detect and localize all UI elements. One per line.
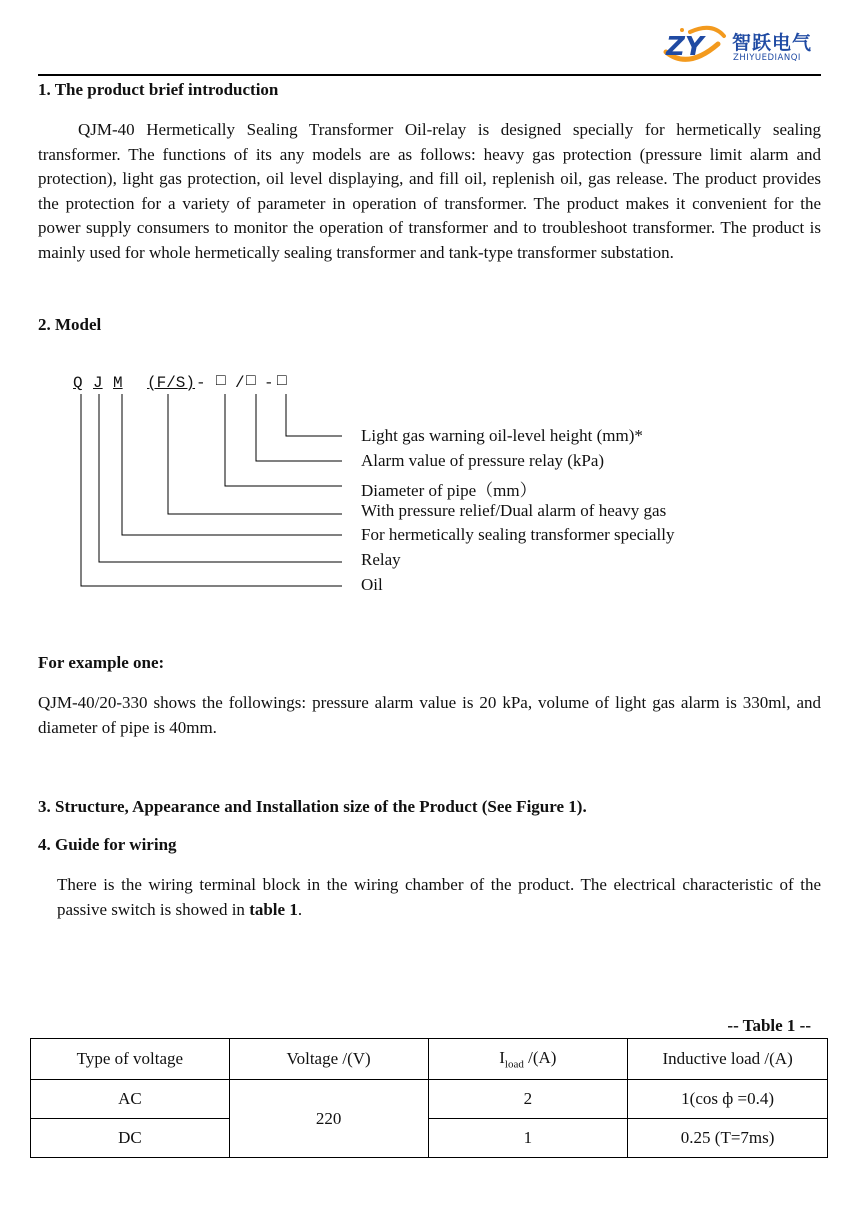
leader-pressure [256,394,342,461]
table-row [31,1080,828,1119]
header-type-of-voltage: Type of voltage [31,1039,230,1080]
section-4-text: There is the wiring terminal block in the wiring chamber of the product. The electrical characteristic of the passive switch is showed in [57,875,821,919]
model-letter-j: J [93,374,103,392]
company-logo [660,22,820,72]
cell-type: AC [31,1080,230,1119]
model-box-pipe: □ [216,372,226,390]
model-letter-m: M [113,374,123,392]
cell-iload: 1 [428,1119,628,1158]
cell-inductive: 0.25 (T=7ms) [628,1119,828,1158]
callout-pipe-diameter: Diameter of pipe（mm） [361,481,537,500]
callout-oil-level-height: Light gas warning oil-level height (mm)* [361,426,643,445]
section-1-paragraph: QJM-40 Hermetically Sealing Transformer Oil-relay is designed specially for hermetically sealing transformer. The functions of its any models are as follows: heavy gas protection (pressure limit alarm and protection), light gas protection, oil level displaying, and fill oil, replenish oil, gas release. The product provides the protection for a variety of parameter in operation of transformer. The product makes it convenient for the power supply consumers to monitor the operation of transformer and to troubleshoot transformer. The product is mainly used for whole hermetically sealing transformer and tank-type transformer substation. [38,120,821,262]
zy-logo-icon [660,22,730,72]
header-iload-symbol: I [499,1047,505,1067]
header-inductive-load: Inductive load /(A) [628,1039,828,1080]
header-iload [428,1039,628,1080]
model-slash: / [235,374,245,392]
model-box-pressure: □ [246,372,256,390]
table-1-reference: table 1 [249,899,298,919]
header-iload-unit: /(A) [523,1047,557,1067]
table-1-caption: -- Table 1 -- [727,1016,811,1035]
svg-text:ZY: ZY [666,32,704,62]
cell-type: DC [31,1119,230,1158]
leader-pipe [225,394,342,486]
callout-pressure-relief: With pressure relief/Dual alarm of heavy gas [361,501,667,520]
cell-iload: 2 [428,1080,628,1119]
header-divider [38,74,821,76]
example-text: QJM-40/20-330 shows the followings: pressure alarm value is 20 kPa, volume of light gas alarm is 330ml, and diameter of pipe is 40mm. [38,693,821,737]
callout-hermetic: For hermetically sealing transformer specially [361,525,675,544]
table-row [31,1119,828,1158]
leader-j [99,394,342,562]
example-heading: For example one: [38,653,165,672]
header-voltage: Voltage /(V) [229,1039,428,1080]
model-dash-2: - [264,374,274,392]
header-iload-subscript: load [504,1058,524,1071]
callout-pressure-relay: Alarm value of pressure relay (kPa) [361,451,605,470]
leader-fs [168,394,342,514]
section-1-heading: 1. The product brief introduction [38,80,279,99]
logo-chinese-name: 智跃电气 [732,32,813,54]
logo-english-name: ZHIYUEDIANQI [733,53,801,63]
section-2-heading: 2. Model [38,315,102,334]
leader-oil-level [286,394,342,436]
model-dash: - [196,374,206,392]
callout-oil: Oil [361,575,383,594]
section-3-heading: 3. Structure, Appearance and Installation size of the Product (See Figure 1). [38,797,587,816]
cell-voltage-shared: 220 [229,1080,428,1158]
section-4-paragraph [57,873,821,922]
section-4-heading: 4. Guide for wiring [38,835,177,854]
model-leader-lines [60,370,360,610]
model-letter-q: Q [73,374,83,392]
model-fs-code: (F/S) [147,374,196,392]
table-header-row [31,1039,828,1080]
section-4-text-end: . [297,899,303,919]
model-box-oil-level: □ [277,372,287,390]
leader-q [81,394,342,586]
callout-relay: Relay [361,550,401,569]
table-1 [30,1038,828,1158]
cell-inductive: 1(cos ф =0.4) [628,1080,828,1119]
